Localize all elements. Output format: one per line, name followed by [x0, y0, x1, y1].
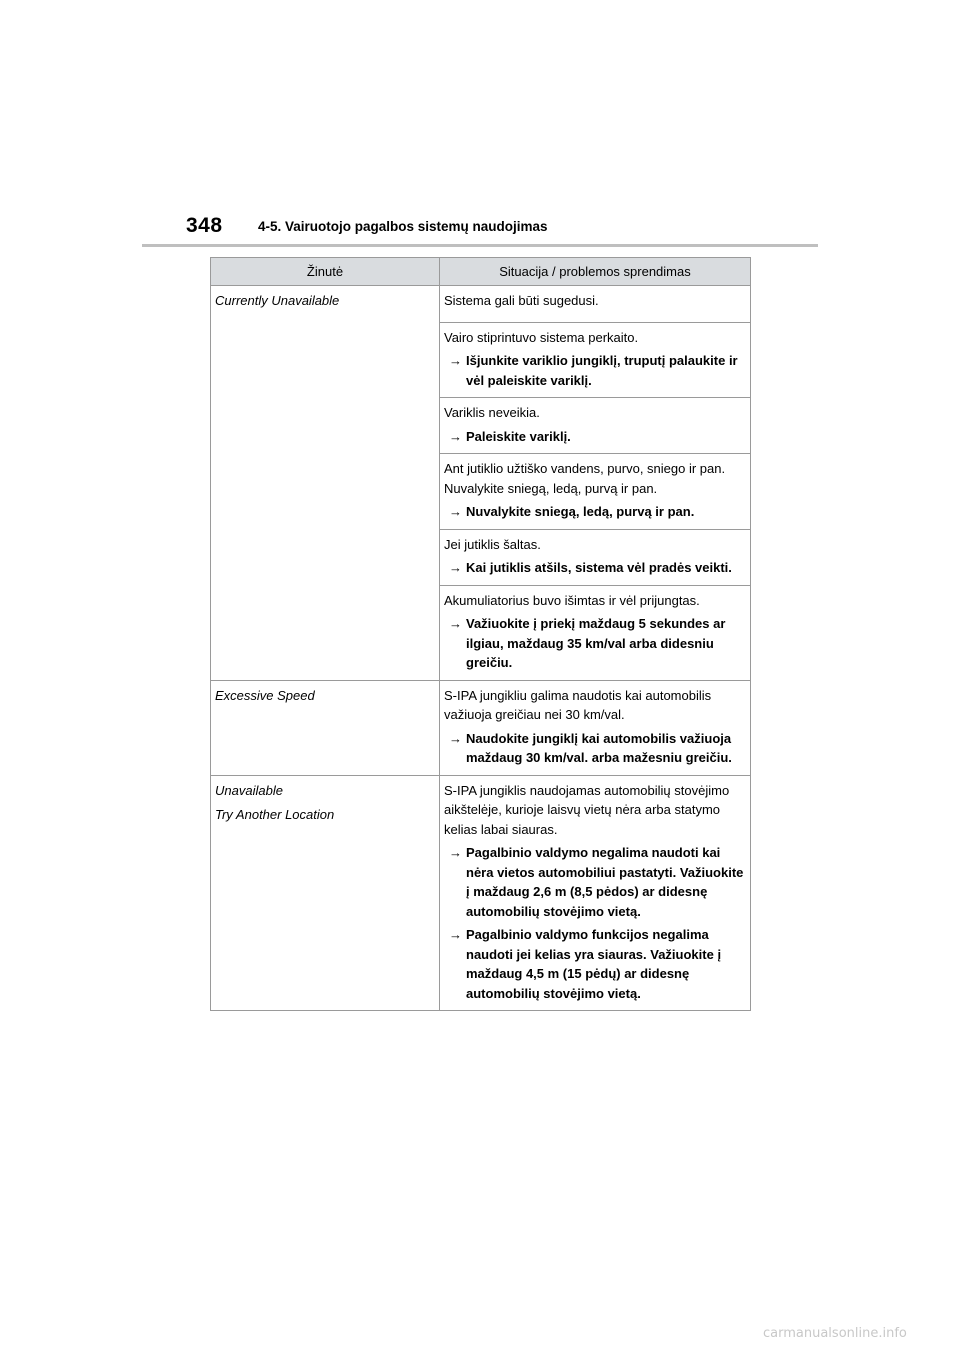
- remedy-item: [444, 729, 745, 768]
- situation-description: S-IPA jungiklis naudojamas automobilių stovėjimo aikštelėje, kurioje laisvų vietų nėra arba statymo kelias labai siauras.: [444, 782, 730, 837]
- situation-description: Sistema gali būti sugedusi.: [444, 293, 599, 308]
- message-cell: [211, 286, 440, 681]
- message-table: [210, 257, 751, 1011]
- table-row: [211, 775, 751, 1011]
- arrow-right-icon: →: [449, 353, 462, 368]
- situation-description: Ant jutiklio užtiško vandens, purvo, sniego ir pan. Nuvalykite sniegą, ledą, purvą ir pan.: [444, 461, 726, 496]
- remedy-item: [444, 925, 745, 1003]
- situation-cell: [440, 322, 751, 398]
- situation-cell: [440, 585, 751, 680]
- arrow-right-icon: →: [449, 730, 462, 746]
- remedy-text: Nuvalykite sniegą, ledą, purvą ir pan.: [466, 504, 695, 519]
- situation-cell: [440, 775, 751, 1011]
- remedy-item: [444, 843, 745, 921]
- remedy-text: Paleiskite variklį.: [466, 428, 571, 444]
- situation-cell: [440, 529, 751, 585]
- remedy-item: [444, 502, 745, 522]
- footer-watermark: carmanualsonline.info: [763, 1326, 907, 1341]
- remedy-item: [444, 614, 745, 673]
- arrow-right-icon: →: [449, 428, 462, 444]
- section-title: 4-5. Vairuotojo pagalbos sistemų naudojimas: [258, 219, 548, 234]
- arrow-right-icon: →: [449, 845, 462, 860]
- message-cell: [211, 775, 440, 1011]
- message-text: Currently Unavailable: [215, 293, 340, 308]
- situation-cell: [440, 398, 751, 454]
- remedy-item: [444, 427, 745, 447]
- remedy-item: [444, 351, 745, 390]
- remedy-text: Naudokite jungiklį kai automobilis važiuoja maždaug 30 km/val. arba mažesniu greičiu.: [466, 730, 732, 765]
- table-row: [211, 286, 751, 323]
- situation-description: Akumuliatorius buvo išimtas ir vėl prijungtas.: [444, 592, 700, 608]
- column-header-situation: Situacija / problemos sprendimas: [440, 258, 751, 286]
- situation-description: Variklis neveikia.: [444, 405, 540, 420]
- remedy-text: Išjunkite variklio jungiklį, truputį palaukite ir vėl paleiskite variklį.: [466, 353, 738, 388]
- message-cell: [211, 680, 440, 775]
- remedy-text: Pagalbinio valdymo funkcijos negalima naudoti jei kelias yra siauras. Važiuokite į maždaug 4,5 m (15 pėdų) ar didesnę automobilių stovėjimo vietą.: [466, 927, 722, 1001]
- situation-cell: [440, 680, 751, 775]
- situation-cell: [440, 454, 751, 530]
- situation-description: Jei jutiklis šaltas.: [444, 536, 541, 552]
- remedy-item: [444, 558, 745, 578]
- table-row: [211, 680, 751, 775]
- table-header-row: [211, 258, 751, 286]
- situation-description: S-IPA jungikliu galima naudotis kai automobilis važiuoja greičiau nei 30 km/val.: [444, 687, 712, 722]
- arrow-right-icon: →: [449, 560, 462, 575]
- header-rule: [142, 244, 818, 247]
- remedy-text: Važiuokite į priekį maždaug 5 sekundes ar ilgiau, maždaug 35 km/val arba didesniu greičiu.: [466, 616, 726, 670]
- message-text: Try Another Location: [215, 807, 335, 822]
- arrow-right-icon: →: [449, 616, 462, 631]
- situation-cell: [440, 286, 751, 323]
- remedy-text: Kai jutiklis atšils, sistema vėl pradės veikti.: [466, 560, 732, 575]
- message-text: Excessive Speed: [215, 687, 315, 703]
- page-number: 348: [186, 214, 223, 237]
- remedy-text: Pagalbinio valdymo negalima naudoti kai nėra vietos automobiliui pastatyti. Važiuokite į maždaug 2,6 m (8,5 pėdos) ar didesnę automobilių stovėjimo vietą.: [466, 845, 744, 919]
- arrow-right-icon: →: [449, 504, 462, 519]
- column-header-message: Žinutė: [211, 258, 440, 286]
- message-text: Unavailable: [215, 782, 283, 798]
- arrow-right-icon: →: [449, 927, 462, 942]
- situation-description: Vairo stiprintuvo sistema perkaito.: [444, 329, 639, 345]
